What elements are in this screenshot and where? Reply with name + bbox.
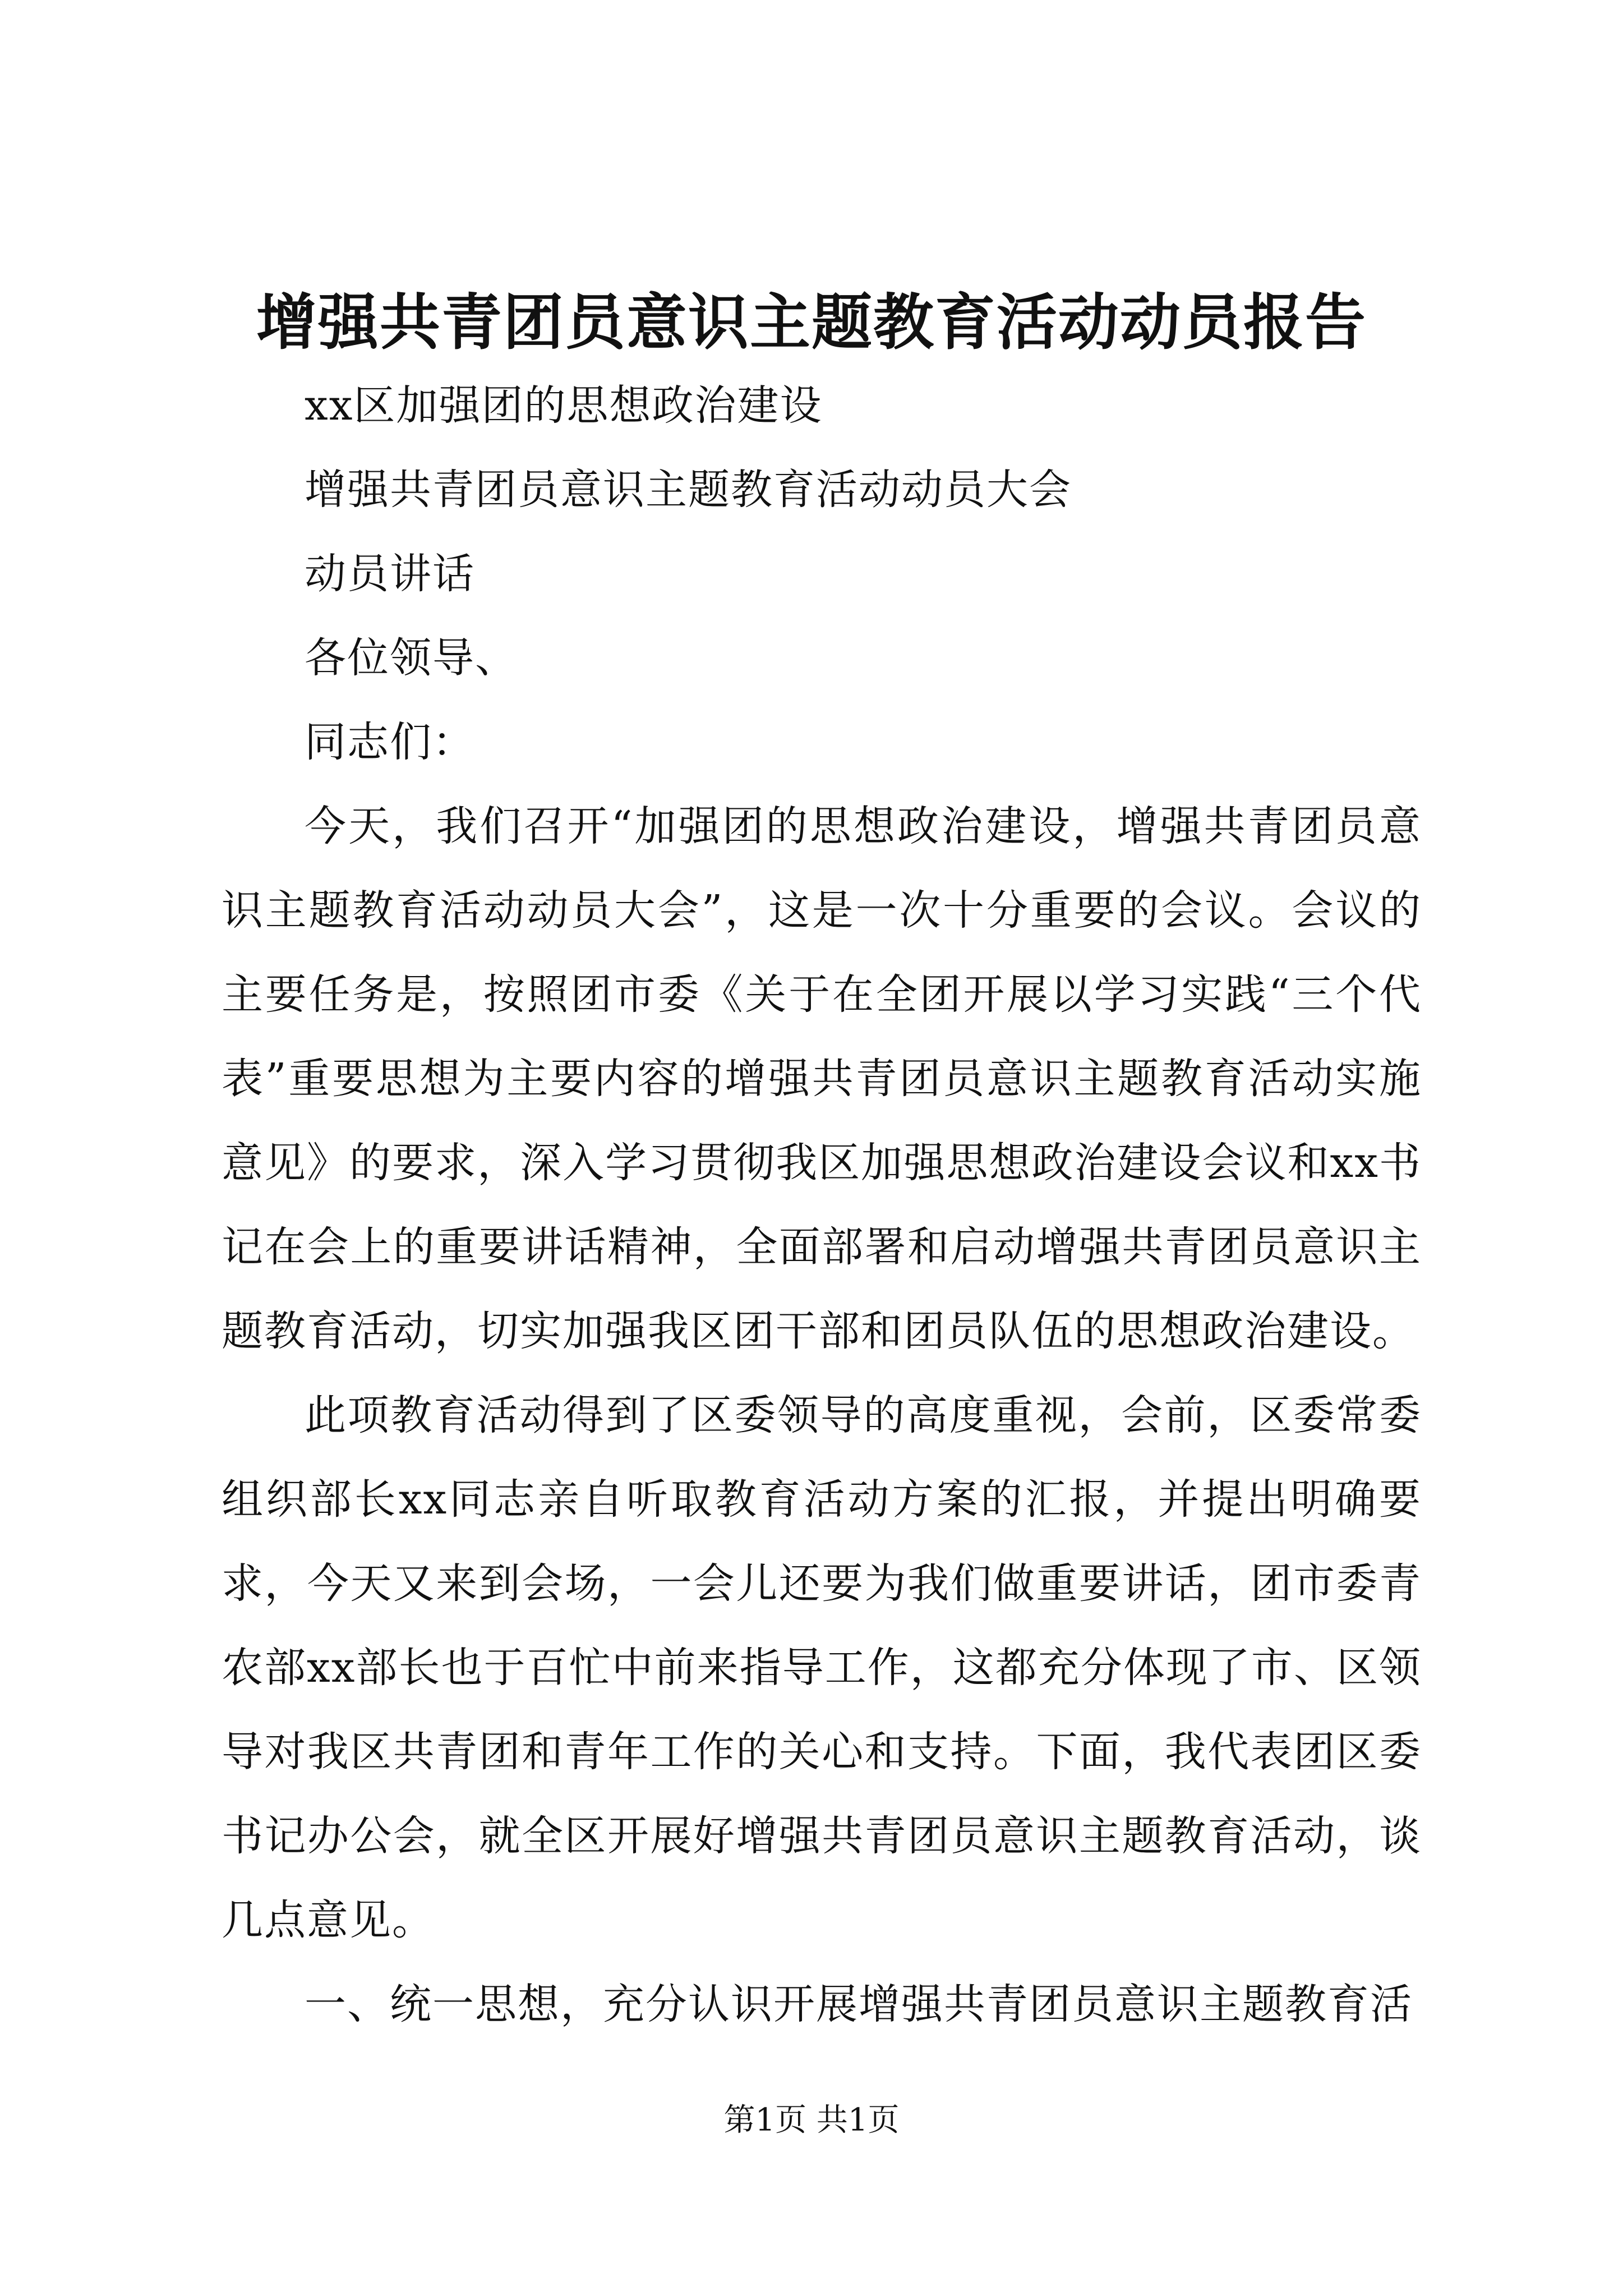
salutation-comrades: 同志们： <box>305 718 475 766</box>
salutation-leaders: 各位领导、 <box>305 634 518 682</box>
paragraph-1: 今天，我们召开“加强团的思想政治建设，增强共青团员意识主题教育活动动员大会”，这是一次十分重要的会议。会议的主要任务是，按照团市委《关于在全团开展以学习实践“三个代表”重要思想为主要内容的增强共青团员意识主题教育活动实施意见》的要求，深入学习贯彻我区加强思想政治建设会议和xx书记在会上的重要讲话精神，全面部署和启动增强共青团员意识主题教育活动，切实加强我区团干部和团员队伍的思想政治建设。 <box>222 802 1422 1355</box>
page-footer: 第1页 共1页 <box>723 2102 900 2138</box>
paragraph-3: 一、统一思想，充分认识开展增强共青团员意识主题教育活 <box>305 1980 1413 2028</box>
document-title: 增强共青团员意识主题教育活动动员报告 <box>256 287 1367 358</box>
header-line-district: xx区加强团的思想政治建设 <box>305 381 823 430</box>
header-line-speech: 动员讲话 <box>305 550 475 598</box>
header-line-meeting: 增强共青团员意识主题教育活动动员大会 <box>305 466 1072 514</box>
document-body <box>222 364 1422 2046</box>
paragraph-2: 此项教育活动得到了区委领导的高度重视，会前，区委常委组织部长xx同志亲自听取教育活动方案的汇报，并提出明确要求，今天又来到会场，一会儿还要为我们做重要讲话，团市委青农部xx部长也于百忙中前来指导工作，这都充分体现了市、区领导对我区共青团和青年工作的关心和支持。下面，我代表团区委书记办公会，就全区开展好增强共青团员意识主题教育活动，谈几点意见。 <box>222 1391 1422 1944</box>
